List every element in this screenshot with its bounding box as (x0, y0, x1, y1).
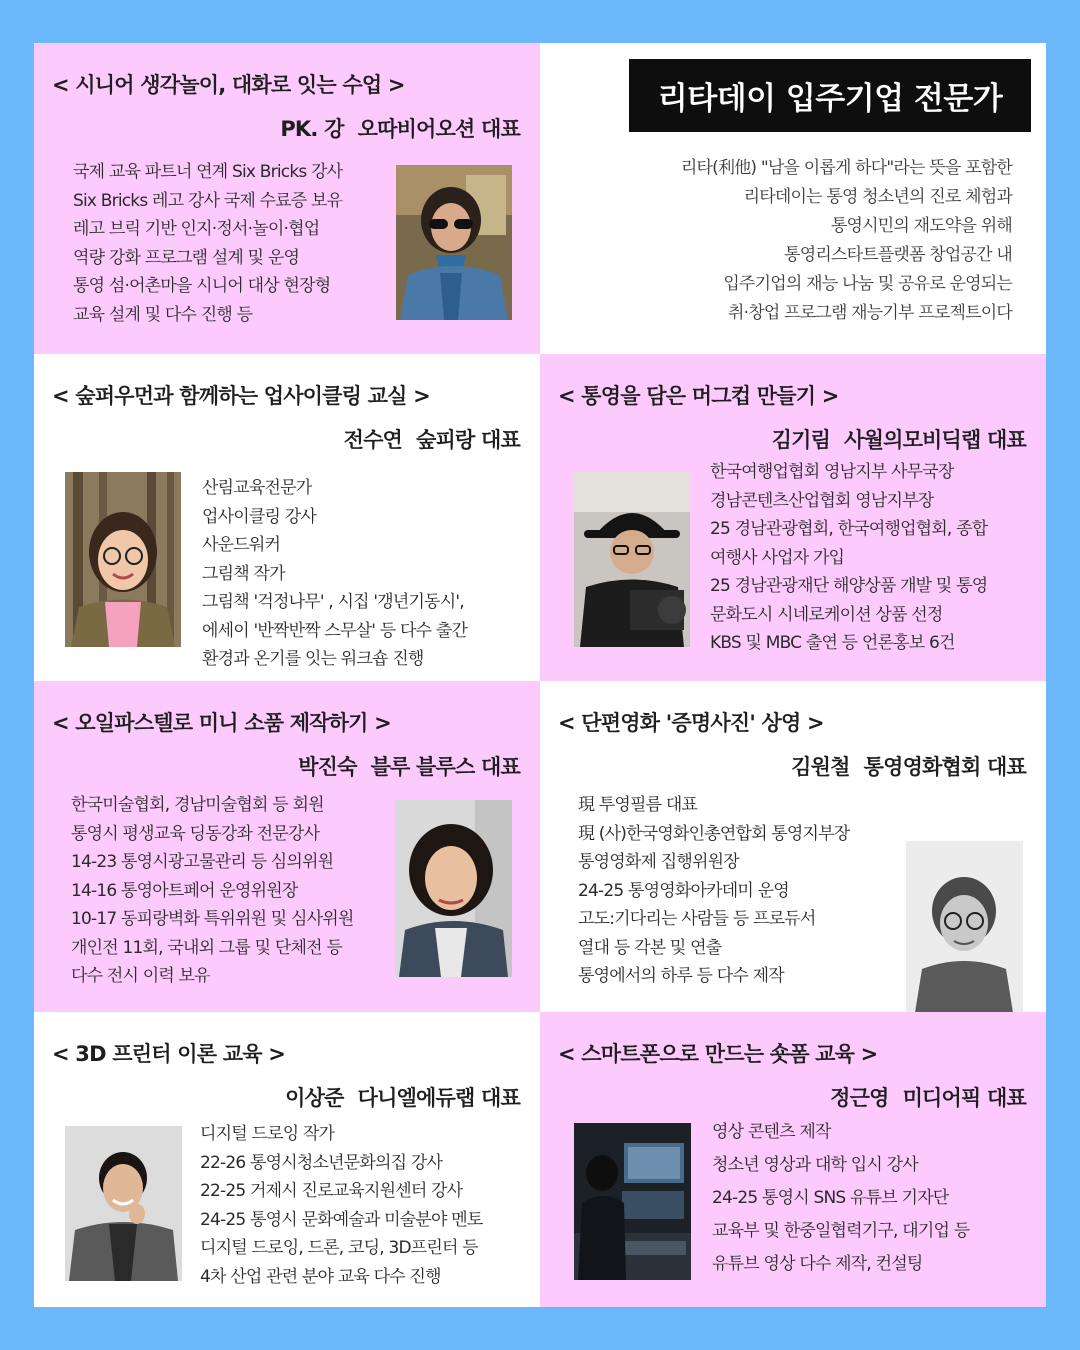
desc-line: 14-16 통영아트페어 운영위원장 (71, 880, 298, 901)
org-name: 다니엘에듀랩 대표 (357, 1086, 520, 1110)
desc-line: 유튜브 영상 다수 제작, 컨설팅 (712, 1254, 923, 1274)
card-title: < 스마트폰으로 만드는 숏폼 교육 > (558, 1042, 878, 1066)
card-title: < 3D 프린터 이론 교육 > (52, 1042, 285, 1066)
desc-line: 사운드워커 (202, 535, 281, 555)
card-title: < 숲퍼우먼과 함께하는 업사이클링 교실 > (52, 384, 430, 408)
desc-line: 청소년 영상과 대학 입시 강사 (712, 1155, 918, 1175)
card-description (202, 474, 467, 674)
desc-line: Six Bricks 레고 강사 국제 수료증 보유 (73, 190, 343, 211)
desc-line: 한국여행업협회 영남지부 사무국장 (710, 462, 954, 482)
desc-line: 24-25 통영영화아카데미 운영 (578, 880, 789, 901)
person-name: 이상준 (285, 1086, 344, 1110)
intro-line: 취·창업 프로그램 재능기부 프로젝트이다 (728, 303, 1012, 323)
desc-line: 통영에서의 하루 등 다수 제작 (578, 966, 784, 986)
desc-line: 한국미술협회, 경남미술협회 등 회원 (71, 795, 324, 815)
card-name (772, 424, 1026, 454)
desc-line: 역량 강화 프로그램 설계 및 운영 (73, 247, 300, 268)
desc-line: 에세이 '반짝반짝 스무살' 등 다수 출간 (202, 620, 468, 641)
desc-line: 고도:기다리는 사람들 등 프로듀서 (578, 909, 816, 929)
desc-line: 교육 설계 및 다수 진행 등 (73, 304, 253, 325)
desc-line: KBS 및 MBC 출연 등 언론홍보 6건 (710, 633, 955, 653)
person-name: 정근영 (830, 1086, 889, 1110)
desc-line: 산림교육전문가 (202, 478, 312, 498)
poster-frame (34, 43, 1046, 1307)
desc-line: 22-25 거제시 진로교육지원센터 강사 (200, 1181, 463, 1201)
expert-card-jeong-geunyeong (540, 1012, 1046, 1307)
desc-line: 개인전 11회, 국내외 그룹 및 단체전 등 (71, 937, 342, 958)
desc-line: 경남콘텐츠산업협회 영남지부장 (710, 490, 934, 511)
desc-line: 4차 산업 관련 분야 교육 다수 진행 (200, 1266, 441, 1287)
desc-line: 여행사 사업자 가입 (710, 547, 845, 568)
card-name (830, 1082, 1026, 1112)
desc-line: 레고 브릭 기반 인지·정서·놀이·협업 (73, 219, 320, 239)
header-panel (540, 43, 1046, 354)
portrait-photo (574, 472, 690, 647)
desc-line: 통영영화제 집행위원장 (578, 852, 739, 872)
desc-line: 10-17 동피랑벽화 특위위원 및 심사위원 (71, 909, 354, 929)
org-name: 오따비어오션 대표 (357, 117, 520, 141)
desc-line: 문화도시 시네로케이션 상품 선정 (710, 604, 943, 625)
desc-line: 그림책 작가 (202, 563, 285, 584)
person-name: 김원철 (791, 755, 850, 779)
desc-line: 다수 전시 이력 보유 (71, 966, 210, 986)
desc-line: 디지털 드로잉 작가 (200, 1124, 335, 1144)
card-description (73, 158, 342, 329)
desc-line: 現 (사)한국영화인총연합회 통영지부장 (578, 823, 850, 844)
intro-line: 리타데이는 통영 청소년의 진로 체험과 (743, 187, 1012, 207)
desc-line: 통영 섬·어촌마을 시니어 대상 현장형 (73, 276, 331, 296)
desc-line: 現 투영필름 대표 (578, 795, 698, 815)
expert-card-park-jinsuk (34, 681, 540, 1012)
intro-line: 리타(利他) "남을 이롭게 하다"라는 뜻을 포함한 (680, 158, 1012, 178)
card-description (71, 791, 354, 991)
card-title: < 오일파스텔로 미니 소품 제작하기 > (52, 711, 391, 735)
desc-line: 업사이클링 강사 (202, 506, 316, 527)
card-name (344, 424, 520, 454)
card-description (710, 458, 987, 658)
desc-line: 22-26 통영시청소년문화의집 강사 (200, 1152, 443, 1173)
org-name: 미디어픽 대표 (902, 1086, 1026, 1110)
person-name: 김기림 (771, 428, 831, 452)
person-name: 박진숙 (298, 755, 357, 779)
card-name (791, 751, 1026, 781)
person-name: 전수연 (343, 428, 403, 452)
card-name (285, 1082, 520, 1112)
desc-line: 24-25 통영시 SNS 유튜브 기자단 (712, 1188, 949, 1208)
card-title: < 단편영화 '증명사진' 상영 > (558, 711, 824, 735)
card-title: < 통영을 담은 머그컵 만들기 > (558, 384, 839, 408)
card-description (712, 1116, 969, 1281)
org-name: 숲피랑 대표 (416, 428, 520, 452)
desc-line: 통영시 평생교육 딩동강좌 전문강사 (71, 823, 320, 844)
desc-line: 25 경남관광협회, 한국여행업협회, 종합 (710, 519, 988, 539)
intro-text (681, 154, 1012, 328)
page-title: 리타데이 입주기업 전문가 (629, 59, 1031, 132)
intro-line: 통영리스타트플랫폼 창업공간 내 (784, 245, 1012, 265)
person-name: PK. 강 (280, 117, 344, 141)
card-title: < 시니어 생각놀이, 대화로 잇는 수업 > (52, 73, 405, 97)
desc-line: 14-23 통영시광고물관리 등 심의위원 (71, 852, 334, 872)
expert-card-lee-sangjun (34, 1012, 540, 1307)
portrait-photo (396, 165, 512, 320)
org-name: 블루 블루스 대표 (370, 755, 520, 779)
desc-line: 디지털 드로잉, 드론, 코딩, 3D프린터 등 (200, 1238, 478, 1258)
desc-line: 25 경남관광재단 해양상품 개발 및 통영 (710, 576, 988, 596)
desc-line: 국제 교육 파트너 연계 Six Bricks 강사 (73, 162, 343, 182)
portrait-photo (65, 1126, 182, 1281)
card-description (200, 1120, 483, 1291)
portrait-photo (65, 472, 181, 647)
desc-line: 환경과 온기를 잇는 워크숍 진행 (202, 649, 424, 669)
intro-line: 입주기업의 재능 나눔 및 공유로 운영되는 (723, 274, 1012, 294)
desc-line: 교육부 및 한중일협력기구, 대기업 등 (712, 1221, 970, 1241)
expert-card-kim-woncheol (540, 681, 1046, 1012)
intro-line: 통영시민의 재도약을 위해 (830, 216, 1012, 236)
card-name (280, 113, 520, 143)
desc-line: 그림책 '걱정나무' , 시집 '갱년기동시', (202, 592, 464, 612)
expert-card-kim-girim (540, 354, 1046, 681)
expert-card-pk-kang (34, 43, 540, 354)
card-description (578, 791, 849, 991)
org-name: 사월의모비딕랩 대표 (844, 428, 1026, 452)
portrait-photo (395, 800, 512, 977)
desc-line: 24-25 통영시 문화예술과 미술분야 멘토 (200, 1209, 483, 1230)
editing-studio-photo (574, 1123, 691, 1280)
org-name: 통영영화협회 대표 (863, 755, 1026, 779)
card-name (298, 751, 520, 781)
expert-card-jeon-suyeon (34, 354, 540, 681)
desc-line: 영상 콘텐츠 제작 (712, 1122, 831, 1142)
portrait-sketch (906, 841, 1023, 1012)
desc-line: 열대 등 각본 및 연출 (578, 937, 722, 958)
